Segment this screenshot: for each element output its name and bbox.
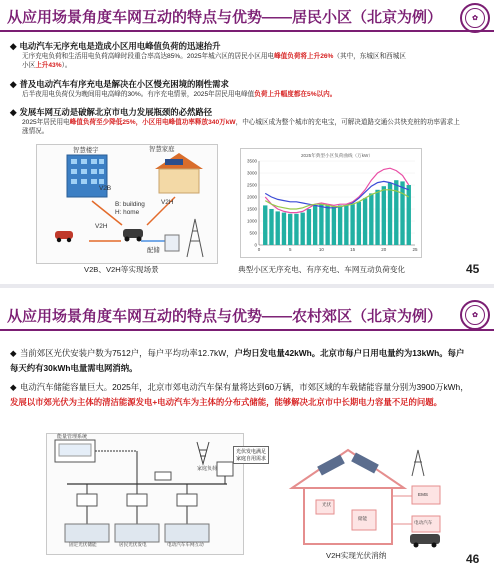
paragraph-2: ◆ 电动汽车储能容量巨大。2025年，北京市郊电动汽车保有量将达到60万辆，市郊区域的车载储能容量分别为3900万kWh，发展以市郊光伏为主体的清洁能源发电+电动汽车为主体的分布式储能，能够解决北京市中长期电力容量不足的问题。 <box>10 382 469 407</box>
bar <box>269 209 273 245</box>
microgrid-diagram <box>46 433 267 555</box>
microgrid-schematic <box>47 434 243 554</box>
bar <box>288 214 292 245</box>
bar <box>294 214 298 245</box>
v2h-label: V2H <box>161 199 174 206</box>
label-resident-pv: 居民光伏发电 <box>119 542 147 547</box>
university-logo: ✿ <box>460 300 490 330</box>
y-tick-label: 2500 <box>246 182 257 188</box>
house-caption: V2H实现光伏消纳 <box>326 551 387 560</box>
chart-caption: 典型小区无序充电、有序充电、车网互动负荷变化 <box>238 265 406 274</box>
tag-ev: 电动汽车 <box>414 520 433 525</box>
bar <box>263 205 267 245</box>
bar <box>300 213 304 245</box>
load-chart-frame <box>240 148 422 258</box>
section-body-1: 无序充电负荷和生活用电负荷高峰时段重合率高达85%。2025年城六区的居民小区用电峰值负荷将上升26%（其中，东城区和西城区 小区上升43%）。 <box>22 53 406 69</box>
y-tick-label: 2000 <box>246 194 257 200</box>
y-tick-label: 0 <box>254 242 257 248</box>
x-tick-label: 20 <box>381 247 387 252</box>
home-load-label: 家庭负荷 <box>197 466 218 472</box>
section-body-3: 2025年居民用电峰值负荷至少降低25%，小区用电峰值功率释放340万kW，中心城区成为整个城市的充电宝，可解决道路交通公共快充桩的功率需求上涨情况。 <box>22 119 460 135</box>
v2h-house-illustration <box>282 430 462 550</box>
x-tick-label: 5 <box>288 247 292 252</box>
v2b-v2h-diagram <box>36 144 218 264</box>
bar <box>319 204 323 245</box>
section-heading-2: ◆ 普及电动汽车有序充电是解决在小区慢充困境的刚性需求 <box>10 79 229 89</box>
section-body-2: 后半夜用电负荷仅为晚间用电高峰的30%。有序充电情景，2025年居民用电峰值负荷上升幅度都在5%以内。 <box>22 91 337 98</box>
smart-home-label: 智慧家庭 <box>149 146 175 153</box>
tag-ems: EMS <box>418 492 428 497</box>
bar <box>350 204 354 245</box>
label-fixed-pv-storage: 固定光伏储能 <box>69 542 97 547</box>
v2h-house-diagram <box>282 430 462 550</box>
y-tick-label: 1000 <box>246 218 257 224</box>
bar <box>332 207 336 245</box>
chart-inner-title: 2025年典型小区负荷曲线（万kW） <box>301 153 373 158</box>
bar <box>307 209 311 245</box>
bar <box>369 193 373 245</box>
paragraph-1: ◆ 当前郊区光伏安装户数为7512户，每户平均功率12.7kW，户均日发电量42kWh。北京市每户日用电量约为13kWh。每户每天约有30kWh电量需电网消纳。 <box>10 348 465 373</box>
smart-building-label: 智慧楼宇 <box>73 147 99 154</box>
bar <box>382 186 386 245</box>
y-tick-label: 500 <box>249 230 257 236</box>
bar <box>357 202 361 245</box>
tag-pv: 光伏 <box>322 502 332 507</box>
bar <box>363 198 367 245</box>
page-number: 46 <box>466 552 480 566</box>
bar <box>325 205 329 245</box>
section-heading-1: ◆ 电动汽车无序充电是造成小区用电峰值负荷的迅速抬升 <box>10 41 221 51</box>
bar <box>313 205 317 245</box>
legend-bh: B: building H: home <box>115 201 145 216</box>
storage-label: 配储 <box>147 247 160 254</box>
title-rule <box>0 329 494 331</box>
diagram-caption: V2B、V2H等实现场景 <box>84 265 159 274</box>
slide-45 <box>0 0 494 284</box>
bar <box>394 180 398 245</box>
tag-storage: 储能 <box>358 516 368 521</box>
bar <box>276 211 280 245</box>
bar <box>344 205 348 245</box>
slide-title: 从应用场景角度车网互动的特点与优势——居民小区（北京为例） <box>7 9 443 26</box>
x-tick-label: 0 <box>257 247 261 252</box>
title-rule <box>0 30 494 32</box>
v2b-label: V2B <box>99 185 112 192</box>
x-tick-label: 10 <box>318 247 324 252</box>
series-line <box>265 190 409 209</box>
bar <box>375 190 379 245</box>
section-heading-3: ◆ 发展车网互动是破解北京市电力发展瓶颈的必然路径 <box>10 107 213 117</box>
university-logo: ✿ <box>460 3 490 33</box>
x-tick-label: 15 <box>350 247 356 252</box>
slide-title: 从应用场景角度车网互动的特点与优势——农村郊区（北京为例） <box>7 308 443 325</box>
pv-note: 光伏发电满足 家庭自用需求 <box>233 446 269 464</box>
bar <box>407 185 411 245</box>
slide-46 <box>0 288 494 571</box>
y-tick-label: 3500 <box>246 158 257 164</box>
bar <box>388 183 392 245</box>
y-tick-label: 3000 <box>246 170 257 176</box>
ems-label: 能量管理系统 <box>57 434 88 440</box>
load-chart <box>241 149 421 257</box>
label-ev-v2g: 电动汽车车网互动 <box>167 542 204 547</box>
bar <box>400 181 404 245</box>
series-line <box>265 181 409 207</box>
bar <box>282 213 286 245</box>
v2h-label-2: V2H <box>95 223 108 230</box>
y-tick-label: 1500 <box>246 206 257 212</box>
page-number: 45 <box>466 262 480 276</box>
x-tick-label: 25 <box>412 247 418 252</box>
bar <box>338 205 342 245</box>
